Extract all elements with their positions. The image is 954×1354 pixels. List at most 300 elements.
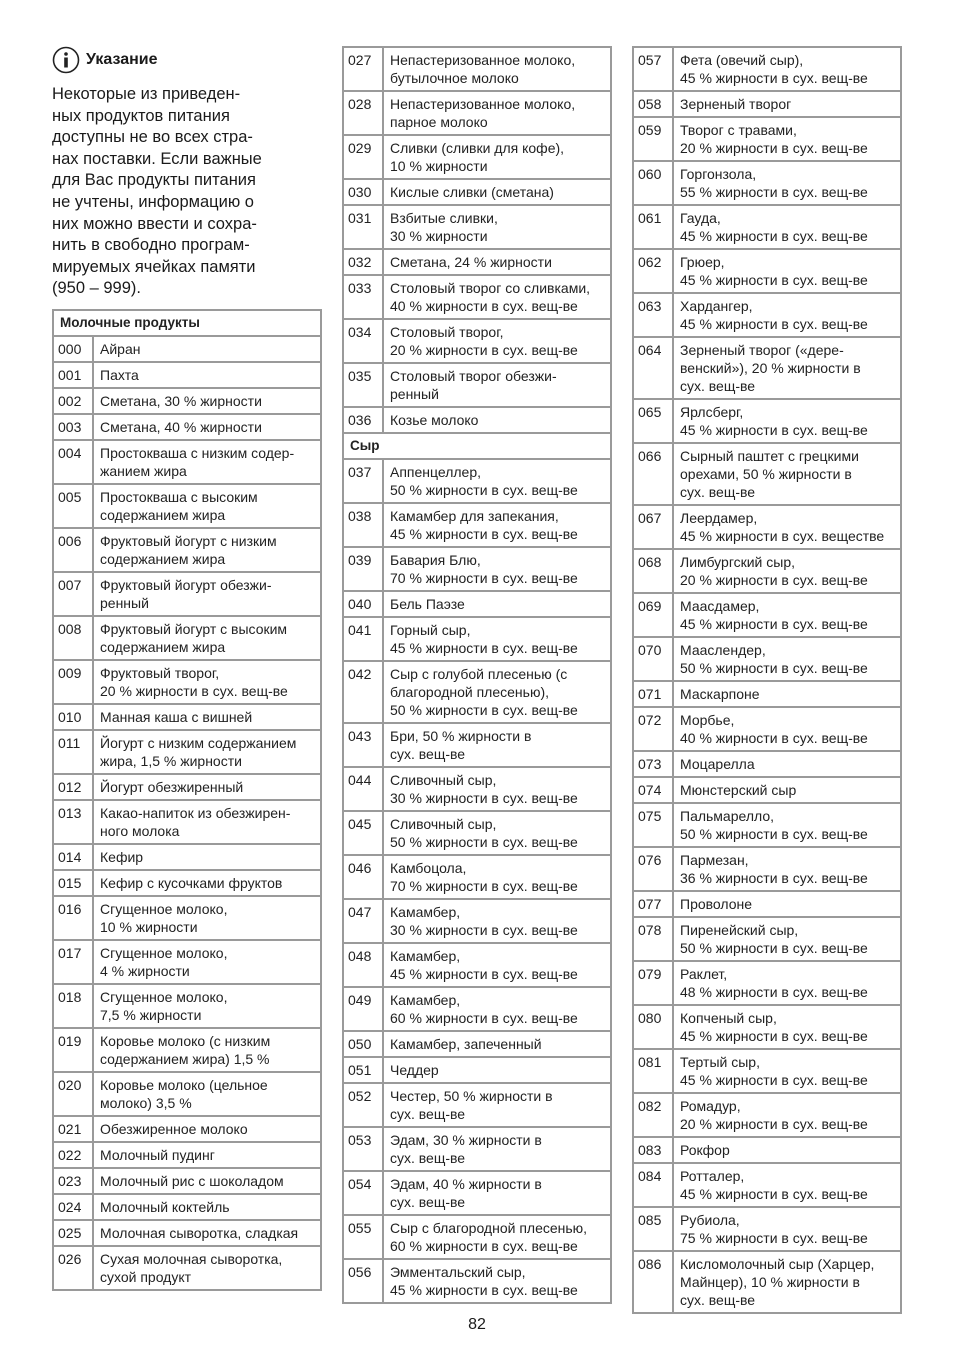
program-number: 060 — [634, 162, 674, 206]
table-row — [344, 812, 610, 856]
program-number: 025 — [54, 1221, 94, 1247]
product-name-line: сух. вещ-ве — [680, 484, 756, 500]
product-name-line: Молочный рис с шоколадом — [100, 1172, 284, 1189]
product-name-line: Пахта — [100, 366, 139, 383]
program-number: 014 — [54, 845, 94, 871]
product-name-line: 45 % жирности в сух. вещ-ве — [680, 1028, 868, 1044]
product-name-line: 20 % жирности в сух. вещ-ве — [390, 342, 578, 358]
product-name-line: 30 % жирности — [390, 228, 488, 244]
program-number: 076 — [634, 848, 674, 892]
program-number: 069 — [634, 594, 674, 638]
table-row — [344, 1172, 610, 1216]
product-name — [384, 988, 610, 1032]
product-name-line: Бавария Блю, — [390, 552, 481, 568]
product-name — [94, 485, 320, 529]
product-name-line: Камамбер, — [390, 904, 461, 920]
table-row — [54, 441, 320, 485]
product-name — [674, 1050, 900, 1094]
product-name-line: Коровье молоко (цельное — [100, 1076, 268, 1093]
table-row — [634, 400, 900, 444]
table-row — [54, 1029, 320, 1073]
table-row — [634, 206, 900, 250]
product-name-line: 70 % жирности в сух. вещ-ве — [390, 878, 578, 894]
product-name-line: Кефир — [100, 848, 144, 865]
program-number: 066 — [634, 444, 674, 506]
product-name — [384, 408, 610, 434]
product-name-line: 48 % жирности в сух. вещ-ве — [680, 984, 868, 1000]
table-row — [344, 48, 610, 92]
program-number: 028 — [344, 92, 384, 136]
table-row — [634, 1252, 900, 1312]
table-row — [634, 892, 900, 918]
note-line: (950 – 999). — [52, 279, 141, 298]
table-row — [634, 550, 900, 594]
product-name — [94, 337, 320, 363]
table-row — [54, 1221, 320, 1247]
table-row — [344, 1260, 610, 1302]
product-name — [94, 389, 320, 415]
note-line: мируемых ячейках памяти — [52, 257, 256, 276]
program-number: 022 — [54, 1143, 94, 1169]
table-row — [344, 618, 610, 662]
product-name — [384, 900, 610, 944]
program-number: 006 — [54, 529, 94, 573]
product-name — [384, 48, 610, 92]
table-row — [634, 444, 900, 506]
product-name-line: Сыр с голубой плесенью (с — [390, 666, 568, 682]
program-number: 050 — [344, 1032, 384, 1058]
product-name — [674, 594, 900, 638]
cheese-table-right — [632, 46, 902, 1314]
product-name — [674, 638, 900, 682]
product-name — [94, 363, 320, 389]
table-row — [634, 92, 900, 118]
table-row — [634, 682, 900, 708]
program-number: 027 — [344, 48, 384, 92]
program-number: 068 — [634, 550, 674, 594]
note-line: Некоторые из приведен- — [52, 85, 241, 103]
product-name-line: Эдам, 30 % жирности в — [390, 1132, 542, 1148]
product-name — [674, 752, 900, 778]
product-name — [94, 801, 320, 845]
table-row — [54, 661, 320, 705]
product-name-line: Сметана, 24 % жирности — [390, 254, 552, 270]
product-name — [674, 294, 900, 338]
program-number: 009 — [54, 661, 94, 705]
product-name — [384, 1032, 610, 1058]
left-column — [52, 44, 322, 1291]
program-number: 044 — [344, 768, 384, 812]
table-row — [54, 1117, 320, 1143]
product-name-line: Сметана, 40 % жирности — [100, 418, 262, 435]
product-name-line: Сухая молочная сыворотка, — [100, 1250, 283, 1267]
product-name — [674, 48, 900, 92]
product-name — [674, 962, 900, 1006]
product-name — [384, 136, 610, 180]
product-name-line: Коровье молоко (с низким — [100, 1032, 271, 1049]
product-name — [384, 276, 610, 320]
product-name-line: Рубиола, — [680, 1212, 740, 1228]
product-name — [384, 768, 610, 812]
product-name — [94, 661, 320, 705]
product-name-line: жанием жира — [100, 462, 187, 479]
program-number: 079 — [634, 962, 674, 1006]
program-number: 072 — [634, 708, 674, 752]
product-name-line: 60 % жирности в сух. вещ-ве — [390, 1010, 578, 1026]
program-number: 038 — [344, 504, 384, 548]
table-row — [344, 988, 610, 1032]
product-name-line: Какао-напиток из обезжирен- — [100, 804, 291, 821]
product-name-line: Копченый сыр, — [680, 1010, 777, 1026]
table-row — [344, 768, 610, 812]
note-text — [52, 84, 292, 300]
product-name-line: ренный — [390, 386, 439, 402]
product-name — [94, 573, 320, 617]
program-number: 026 — [54, 1247, 94, 1289]
table-row — [634, 338, 900, 400]
product-name-line: Майнцер), 10 % жирности в — [680, 1274, 860, 1290]
product-name — [94, 845, 320, 871]
product-name-line: 50 % жирности в сух. вещ-ве — [680, 660, 868, 676]
product-name-line: Честер, 50 % жирности в — [390, 1088, 553, 1104]
product-name-line: 10 % жирности — [390, 158, 488, 174]
table-row — [54, 801, 320, 845]
product-name — [384, 504, 610, 548]
product-name-line: Камамбер, — [390, 992, 461, 1008]
table-row — [634, 294, 900, 338]
table-row — [344, 1216, 610, 1260]
product-name — [384, 1128, 610, 1172]
product-name-line: Мюнстерский сыр — [680, 782, 797, 798]
program-number: 015 — [54, 871, 94, 897]
product-name — [94, 731, 320, 775]
product-name-line: содержанием жира — [100, 550, 226, 567]
program-number: 041 — [344, 618, 384, 662]
note-header — [52, 44, 322, 76]
program-number: 067 — [634, 506, 674, 550]
product-name-line: Чеддер — [390, 1062, 439, 1078]
note-line: доступны не во всех стра- — [52, 128, 253, 147]
product-name-line: Обезжиренное молоко — [100, 1120, 248, 1137]
program-number: 070 — [634, 638, 674, 682]
product-name-line: 45 % жирности в сух. вещ-ве — [680, 70, 868, 86]
program-number: 004 — [54, 441, 94, 485]
product-name-line: Камбоцола, — [390, 860, 467, 876]
product-name-line: Фруктовый йогурт с высоким — [100, 620, 288, 637]
table-row — [54, 529, 320, 573]
program-number: 040 — [344, 592, 384, 618]
product-name-line: орехами, 50 % жирности в — [680, 466, 852, 482]
product-name-line: 30 % жирности в сух. вещ-ве — [390, 922, 578, 938]
product-name — [384, 548, 610, 592]
program-number: 073 — [634, 752, 674, 778]
product-name-line: сух. вещ-ве — [390, 746, 466, 762]
program-number: 042 — [344, 662, 384, 724]
table-row — [54, 941, 320, 985]
product-name-line: сухой продукт — [100, 1268, 192, 1285]
product-name-line: 20 % жирности в сух. вещ-ве — [100, 682, 288, 699]
product-name-line: парное молоко — [390, 114, 488, 130]
product-name-line: Козье молоко — [390, 412, 479, 428]
product-name-line: Лимбургский сыр, — [680, 554, 796, 570]
products-table-middle — [342, 46, 612, 1304]
section-title: Молочные продукты — [54, 311, 320, 337]
product-name-line: 36 % жирности в сух. вещ-ве — [680, 870, 868, 886]
program-number: 047 — [344, 900, 384, 944]
product-name-line: 45 % жирности в сух. вещ-ве — [680, 422, 868, 438]
program-number: 037 — [344, 460, 384, 504]
program-number: 059 — [634, 118, 674, 162]
product-name — [384, 724, 610, 768]
product-name — [384, 618, 610, 662]
product-name-line: Непастеризованное молоко, — [390, 52, 576, 68]
product-name-line: бутылочное молоко — [390, 70, 519, 86]
program-number: 054 — [344, 1172, 384, 1216]
table-row — [344, 856, 610, 900]
table-row — [344, 724, 610, 768]
product-name-line: 50 % жирности в сух. вещ-ве — [680, 940, 868, 956]
product-name-line: Бри, 50 % жирности в — [390, 728, 532, 744]
product-name — [94, 529, 320, 573]
product-name — [94, 1221, 320, 1247]
table-row — [54, 985, 320, 1029]
product-name — [94, 1143, 320, 1169]
program-number: 048 — [344, 944, 384, 988]
product-name-line: Ромадур, — [680, 1098, 741, 1114]
table-row — [634, 250, 900, 294]
table-row — [634, 778, 900, 804]
table-row — [344, 206, 610, 250]
product-name — [384, 92, 610, 136]
product-name — [384, 1172, 610, 1216]
product-name — [674, 118, 900, 162]
program-number: 045 — [344, 812, 384, 856]
product-name — [94, 897, 320, 941]
product-name — [674, 444, 900, 506]
program-number: 033 — [344, 276, 384, 320]
product-name-line: Хардангер, — [680, 298, 753, 314]
product-name — [674, 338, 900, 400]
product-name-line: Сгущенное молоко, — [100, 900, 228, 917]
product-name — [384, 320, 610, 364]
product-name — [674, 1252, 900, 1312]
note-line: нить в свободно програм- — [52, 236, 250, 255]
product-name-line: Йогурт с низким содержанием — [100, 734, 297, 751]
table-row — [54, 775, 320, 801]
product-name-line: 20 % жирности в сух. вещ-ве — [680, 140, 868, 156]
product-name — [384, 180, 610, 206]
product-name-line: Кислые сливки (сметана) — [390, 184, 554, 200]
program-number: 008 — [54, 617, 94, 661]
product-name-line: 45 % жирности в сух. вещ-ве — [680, 1072, 868, 1088]
product-name-line: благородной плесенью), — [390, 684, 549, 700]
table-row — [634, 1050, 900, 1094]
product-name-line: Манная каша с вишней — [100, 708, 253, 725]
program-number: 013 — [54, 801, 94, 845]
product-name — [94, 441, 320, 485]
program-number: 057 — [634, 48, 674, 92]
product-name-line: Сливочный сыр, — [390, 772, 497, 788]
program-number: 023 — [54, 1169, 94, 1195]
table-row — [634, 1164, 900, 1208]
table-row — [634, 708, 900, 752]
product-name-line: Сметана, 30 % жирности — [100, 392, 262, 409]
program-number: 016 — [54, 897, 94, 941]
product-name — [674, 1006, 900, 1050]
product-name-line: Тертый сыр, — [680, 1054, 760, 1070]
product-name-line: 45 % жирности в сух. вещ-ве — [390, 966, 578, 982]
product-name — [94, 985, 320, 1029]
table-row — [634, 162, 900, 206]
table-row — [54, 731, 320, 775]
product-name — [674, 206, 900, 250]
table-row — [54, 363, 320, 389]
program-number: 036 — [344, 408, 384, 434]
program-number: 020 — [54, 1073, 94, 1117]
info-icon — [52, 46, 80, 74]
product-name — [94, 941, 320, 985]
dairy-products-table — [52, 309, 322, 1291]
program-number: 035 — [344, 364, 384, 408]
table-row — [344, 364, 610, 408]
program-number: 019 — [54, 1029, 94, 1073]
table-row — [54, 337, 320, 363]
product-name-line: 45 % жирности в сух. вещ-ве — [680, 272, 868, 288]
program-number: 080 — [634, 1006, 674, 1050]
table-row — [344, 276, 610, 320]
table-row — [634, 638, 900, 682]
program-number: 084 — [634, 1164, 674, 1208]
product-name-line: Мааслендер, — [680, 642, 766, 658]
product-name-line: венский»), 20 % жирности в — [680, 360, 861, 376]
product-name-line: Сливки (сливки для кофе), — [390, 140, 565, 156]
table-row — [54, 705, 320, 731]
product-name-line: Камамбер для запекания, — [390, 508, 559, 524]
product-name-line: содержанием жира — [100, 638, 226, 655]
product-name-line: Зерненый творог («дере- — [680, 342, 844, 358]
product-name — [94, 1169, 320, 1195]
table-row — [634, 1138, 900, 1164]
product-name-line: Аппенцеллер, — [390, 464, 481, 480]
table-row — [344, 944, 610, 988]
table-row — [344, 662, 610, 724]
program-number: 055 — [344, 1216, 384, 1260]
right-column — [632, 46, 902, 1314]
product-name-line: сух. вещ-ве — [390, 1106, 466, 1122]
product-name-line: Кисломолочный сыр (Харцер, — [680, 1256, 875, 1272]
product-name-line: Зерненый творог — [680, 96, 792, 112]
product-name — [674, 1094, 900, 1138]
product-name-line: жира, 1,5 % жирности — [100, 752, 242, 769]
product-name — [674, 1208, 900, 1252]
product-name-line: Столовый творог, — [390, 324, 504, 340]
program-number: 000 — [54, 337, 94, 363]
product-name-line: Моцарелла — [680, 756, 755, 772]
product-name — [94, 1247, 320, 1289]
product-name-line: Йогурт обезжиренный — [100, 778, 244, 795]
product-name-line: 7,5 % жирности — [100, 1006, 202, 1023]
product-name-line: Камамбер, запеченный — [390, 1036, 542, 1052]
product-name-line: Пиренейский сыр, — [680, 922, 799, 938]
program-number: 071 — [634, 682, 674, 708]
program-number: 043 — [344, 724, 384, 768]
product-name-line: 60 % жирности в сух. вещ-ве — [390, 1238, 578, 1254]
product-name — [674, 92, 900, 118]
product-name — [674, 892, 900, 918]
program-number: 064 — [634, 338, 674, 400]
table-row — [54, 845, 320, 871]
product-name-line: Простокваша с высоким — [100, 488, 258, 505]
product-name-line: Морбье, — [680, 712, 735, 728]
product-name-line: Фета (овечий сыр), — [680, 52, 804, 68]
table-row — [54, 573, 320, 617]
product-name — [384, 944, 610, 988]
table-row — [344, 1058, 610, 1084]
product-name-line: Маасдамер, — [680, 598, 760, 614]
program-number: 039 — [344, 548, 384, 592]
program-number: 086 — [634, 1252, 674, 1312]
program-number: 030 — [344, 180, 384, 206]
note-line: не учтены, информацию о — [52, 192, 254, 211]
program-number: 081 — [634, 1050, 674, 1094]
product-name — [674, 506, 900, 550]
table-row — [344, 408, 610, 434]
program-number: 082 — [634, 1094, 674, 1138]
table-row — [634, 506, 900, 550]
product-name-line: 10 % жирности — [100, 918, 198, 935]
product-name-line: 50 % жирности в сух. вещ-ве — [680, 826, 868, 842]
program-number: 052 — [344, 1084, 384, 1128]
product-name-line: Рокфор — [680, 1142, 730, 1158]
product-name — [674, 250, 900, 294]
product-name-line: 50 % жирности в сух. вещ-ве — [390, 834, 578, 850]
product-name-line: 45 % жирности в сух. вещ-ве — [680, 1186, 868, 1202]
product-name — [674, 162, 900, 206]
table-row — [344, 460, 610, 504]
program-number: 061 — [634, 206, 674, 250]
product-name-line: 70 % жирности в сух. вещ-ве — [390, 570, 578, 586]
program-number: 005 — [54, 485, 94, 529]
program-number: 051 — [344, 1058, 384, 1084]
product-name-line: Ярлсберг, — [680, 404, 744, 420]
product-name-line: 55 % жирности в сух. вещ-ве — [680, 184, 868, 200]
product-name-line: 75 % жирности в сух. вещ-ве — [680, 1230, 868, 1246]
product-name-line: Творог с травами, — [680, 122, 797, 138]
product-name-line: Камамбер, — [390, 948, 461, 964]
product-name-line: Столовый творог обезжи- — [390, 368, 557, 384]
note-title: Указание — [86, 51, 158, 68]
product-name-line: Бель Паэзе — [390, 596, 465, 612]
product-name — [674, 682, 900, 708]
product-name — [94, 775, 320, 801]
product-name-line: 45 % жирности в сух. вещ-ве — [390, 1282, 578, 1298]
product-name-line: Столовый творог со сливками, — [390, 280, 591, 296]
table-row — [344, 592, 610, 618]
product-name-line: Сгущенное молоко, — [100, 988, 228, 1005]
section-title: Сыр — [344, 434, 610, 460]
program-number: 046 — [344, 856, 384, 900]
program-number: 007 — [54, 573, 94, 617]
product-name — [674, 550, 900, 594]
product-name-line: Сыр с благородной плесенью, — [390, 1220, 588, 1236]
program-number: 063 — [634, 294, 674, 338]
middle-column — [342, 46, 612, 1304]
note-line: для Вас продукты питания — [52, 171, 256, 190]
product-name-line: 45 % жирности в сух. вещ-ве — [390, 526, 578, 542]
product-name-line: Фруктовый йогурт обезжи- — [100, 576, 272, 593]
program-number: 053 — [344, 1128, 384, 1172]
program-number: 001 — [54, 363, 94, 389]
